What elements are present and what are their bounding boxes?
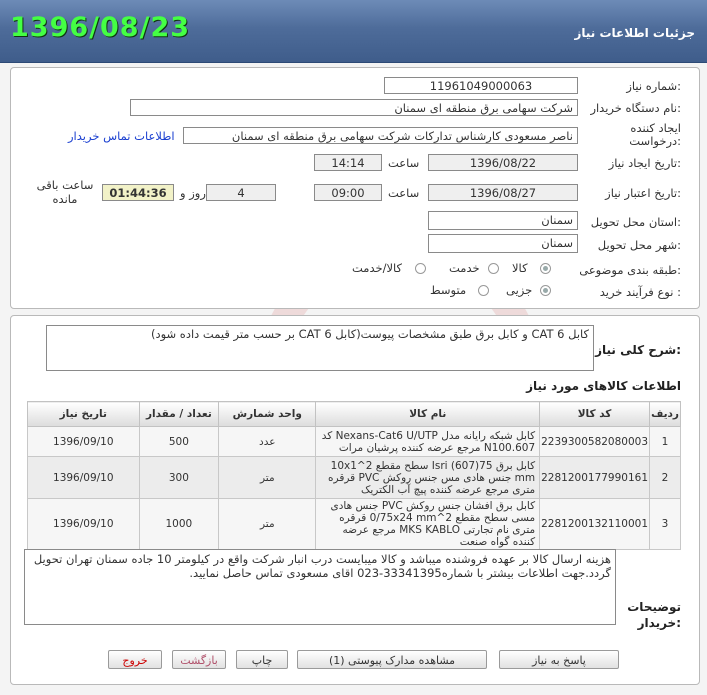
exit-button[interactable]: خروج — [108, 650, 162, 669]
items-table — [27, 401, 681, 550]
process-label: نوع فرآیند خرید : — [599, 285, 681, 299]
col-qty: تعداد / مقدار — [139, 402, 219, 427]
category-radio-goods[interactable] — [540, 263, 551, 274]
validity-date-label: تاریخ اعتبار نیاز: — [605, 186, 681, 200]
process-radio-minor[interactable] — [540, 285, 551, 296]
back-button[interactable]: بازگشت — [172, 650, 226, 669]
buyer-org-label: نام دستگاه خریدار: — [590, 101, 681, 115]
table-row[interactable] — [28, 457, 681, 499]
validity-date-field[interactable]: 1396/08/27 — [428, 184, 578, 201]
cell-code: 2281200132110001 — [540, 499, 650, 550]
create-date-field[interactable]: 1396/08/22 — [428, 154, 578, 171]
remaining-time-field[interactable]: 01:44:36 — [102, 184, 174, 201]
cell-row: 1 — [650, 427, 681, 457]
cell-qty: 500 — [139, 427, 219, 457]
cell-date: 1396/09/10 — [28, 427, 140, 457]
cell-row: 2 — [650, 457, 681, 499]
cell-unit: عدد — [219, 427, 316, 457]
validity-time-label: ساعت — [388, 186, 420, 200]
creator-label-line1: ایجاد کننده — [630, 121, 681, 135]
summary-textbox[interactable]: کابل CAT 6 و کابل برق طبق مشخصات پیوست(کابل CAT 6 بر حسب متر قیمت داده شود) — [46, 325, 594, 371]
create-time-label: ساعت — [388, 156, 420, 170]
notes-label-line2: خریدار: — [637, 616, 681, 630]
city-field[interactable]: سمنان — [428, 234, 578, 253]
table-row[interactable] — [28, 499, 681, 550]
category-option-goods: کالا — [512, 261, 528, 275]
cell-row: 3 — [650, 499, 681, 550]
cell-code: 2239300582080003 — [540, 427, 650, 457]
creator-field[interactable]: ناصر مسعودی کارشناس تدارکات شرکت سهامی برق منطقه ای سمنان — [183, 127, 578, 144]
province-field[interactable]: سمنان — [428, 211, 578, 230]
header-date: 1396/08/23 — [10, 12, 191, 43]
category-radio-service[interactable] — [488, 263, 499, 274]
process-radio-medium[interactable] — [478, 285, 489, 296]
table-row[interactable] — [28, 427, 681, 457]
cell-name: کابل برق Isri (607)75 سطح مقطع 2^10x1 mm جنس هادی مس جنس روکش PVC قرقره متری مرجع عرضه کننده پیچ آب الکتریک — [316, 457, 540, 499]
contact-buyer-link[interactable]: اطلاعات تماس خریدار — [68, 129, 175, 143]
cell-code: 2281200177990161 — [540, 457, 650, 499]
cell-name: کابل شبکه رایانه مدل Nexans-Cat6 U/UTP کد N100.607 مرجع عرضه کننده پرشیان مرات — [316, 427, 540, 457]
city-label: شهر محل تحویل: — [597, 238, 681, 252]
cell-name: کابل برق افشان جنس روکش PVC جنس هادی مسی سطح مقطع 2^0/75x24 mm قرقره متری نام تجارتی MKS KABLO مرجع عرضه کننده گواه صنعت — [316, 499, 540, 550]
days-label: روز و — [180, 186, 206, 200]
col-row: ردیف — [650, 402, 681, 427]
buyer-org-field[interactable]: شرکت سهامی برق منطقه ای سمنان — [130, 99, 578, 116]
process-option-minor: جزیی — [506, 283, 533, 297]
notes-textbox[interactable]: هزینه ارسال کالا بر عهده فروشنده میباشد و کالا میبایست درب انبار شرکت واقع در کیلومتر 10 جاده سمنان تهران تحویل گردد.جهت اطلاعات بیشتر با شماره33341395-023 اقای مسعودی تماس حاصل نمایید. — [24, 549, 616, 625]
notes-label-line1: توضیحات — [627, 600, 681, 614]
col-date: تاریخ نیاز — [28, 402, 140, 427]
col-name: نام کالا — [316, 402, 540, 427]
reply-button[interactable]: پاسخ به نیاز — [499, 650, 619, 669]
cell-qty: 1000 — [139, 499, 219, 550]
process-option-medium: متوسط — [430, 283, 467, 297]
province-label: استان محل تحویل: — [590, 215, 681, 229]
remaining-label-line1: ساعت باقی — [36, 178, 94, 192]
validity-time-field[interactable]: 09:00 — [314, 184, 382, 201]
cell-date: 1396/09/10 — [28, 457, 140, 499]
category-radio-goods-service[interactable] — [415, 263, 426, 274]
cell-unit: متر — [219, 499, 316, 550]
cell-unit: متر — [219, 457, 316, 499]
print-button[interactable]: چاپ — [236, 650, 288, 669]
category-option-goods-service: کالا/خدمت — [352, 261, 403, 275]
remaining-days-field[interactable]: 4 — [206, 184, 276, 201]
category-option-service: خدمت — [449, 261, 480, 275]
need-number-label: شماره نیاز: — [626, 79, 681, 93]
remaining-label-line2: مانده — [52, 192, 78, 206]
create-time-field[interactable]: 14:14 — [314, 154, 382, 171]
need-number-field[interactable]: 11961049000063 — [384, 77, 578, 94]
cell-date: 1396/09/10 — [28, 499, 140, 550]
col-unit: واحد شمارش — [219, 402, 316, 427]
create-date-label: تاریخ ایجاد نیاز: — [608, 156, 681, 170]
category-label: طبقه بندی موضوعی: — [579, 263, 681, 277]
summary-label: شرح کلی نیاز: — [595, 343, 681, 357]
creator-label-line2: درخواست: — [629, 134, 681, 148]
items-section-title: اطلاعات کالاهای مورد نیاز — [526, 379, 681, 393]
table-header-row — [28, 402, 681, 427]
header-title: جزئیات اطلاعات نیاز — [574, 26, 695, 40]
cell-qty: 300 — [139, 457, 219, 499]
view-attachments-button[interactable]: مشاهده مدارک پیوستی (1) — [297, 650, 487, 669]
page-header — [0, 0, 707, 63]
col-code: کد کالا — [540, 402, 650, 427]
